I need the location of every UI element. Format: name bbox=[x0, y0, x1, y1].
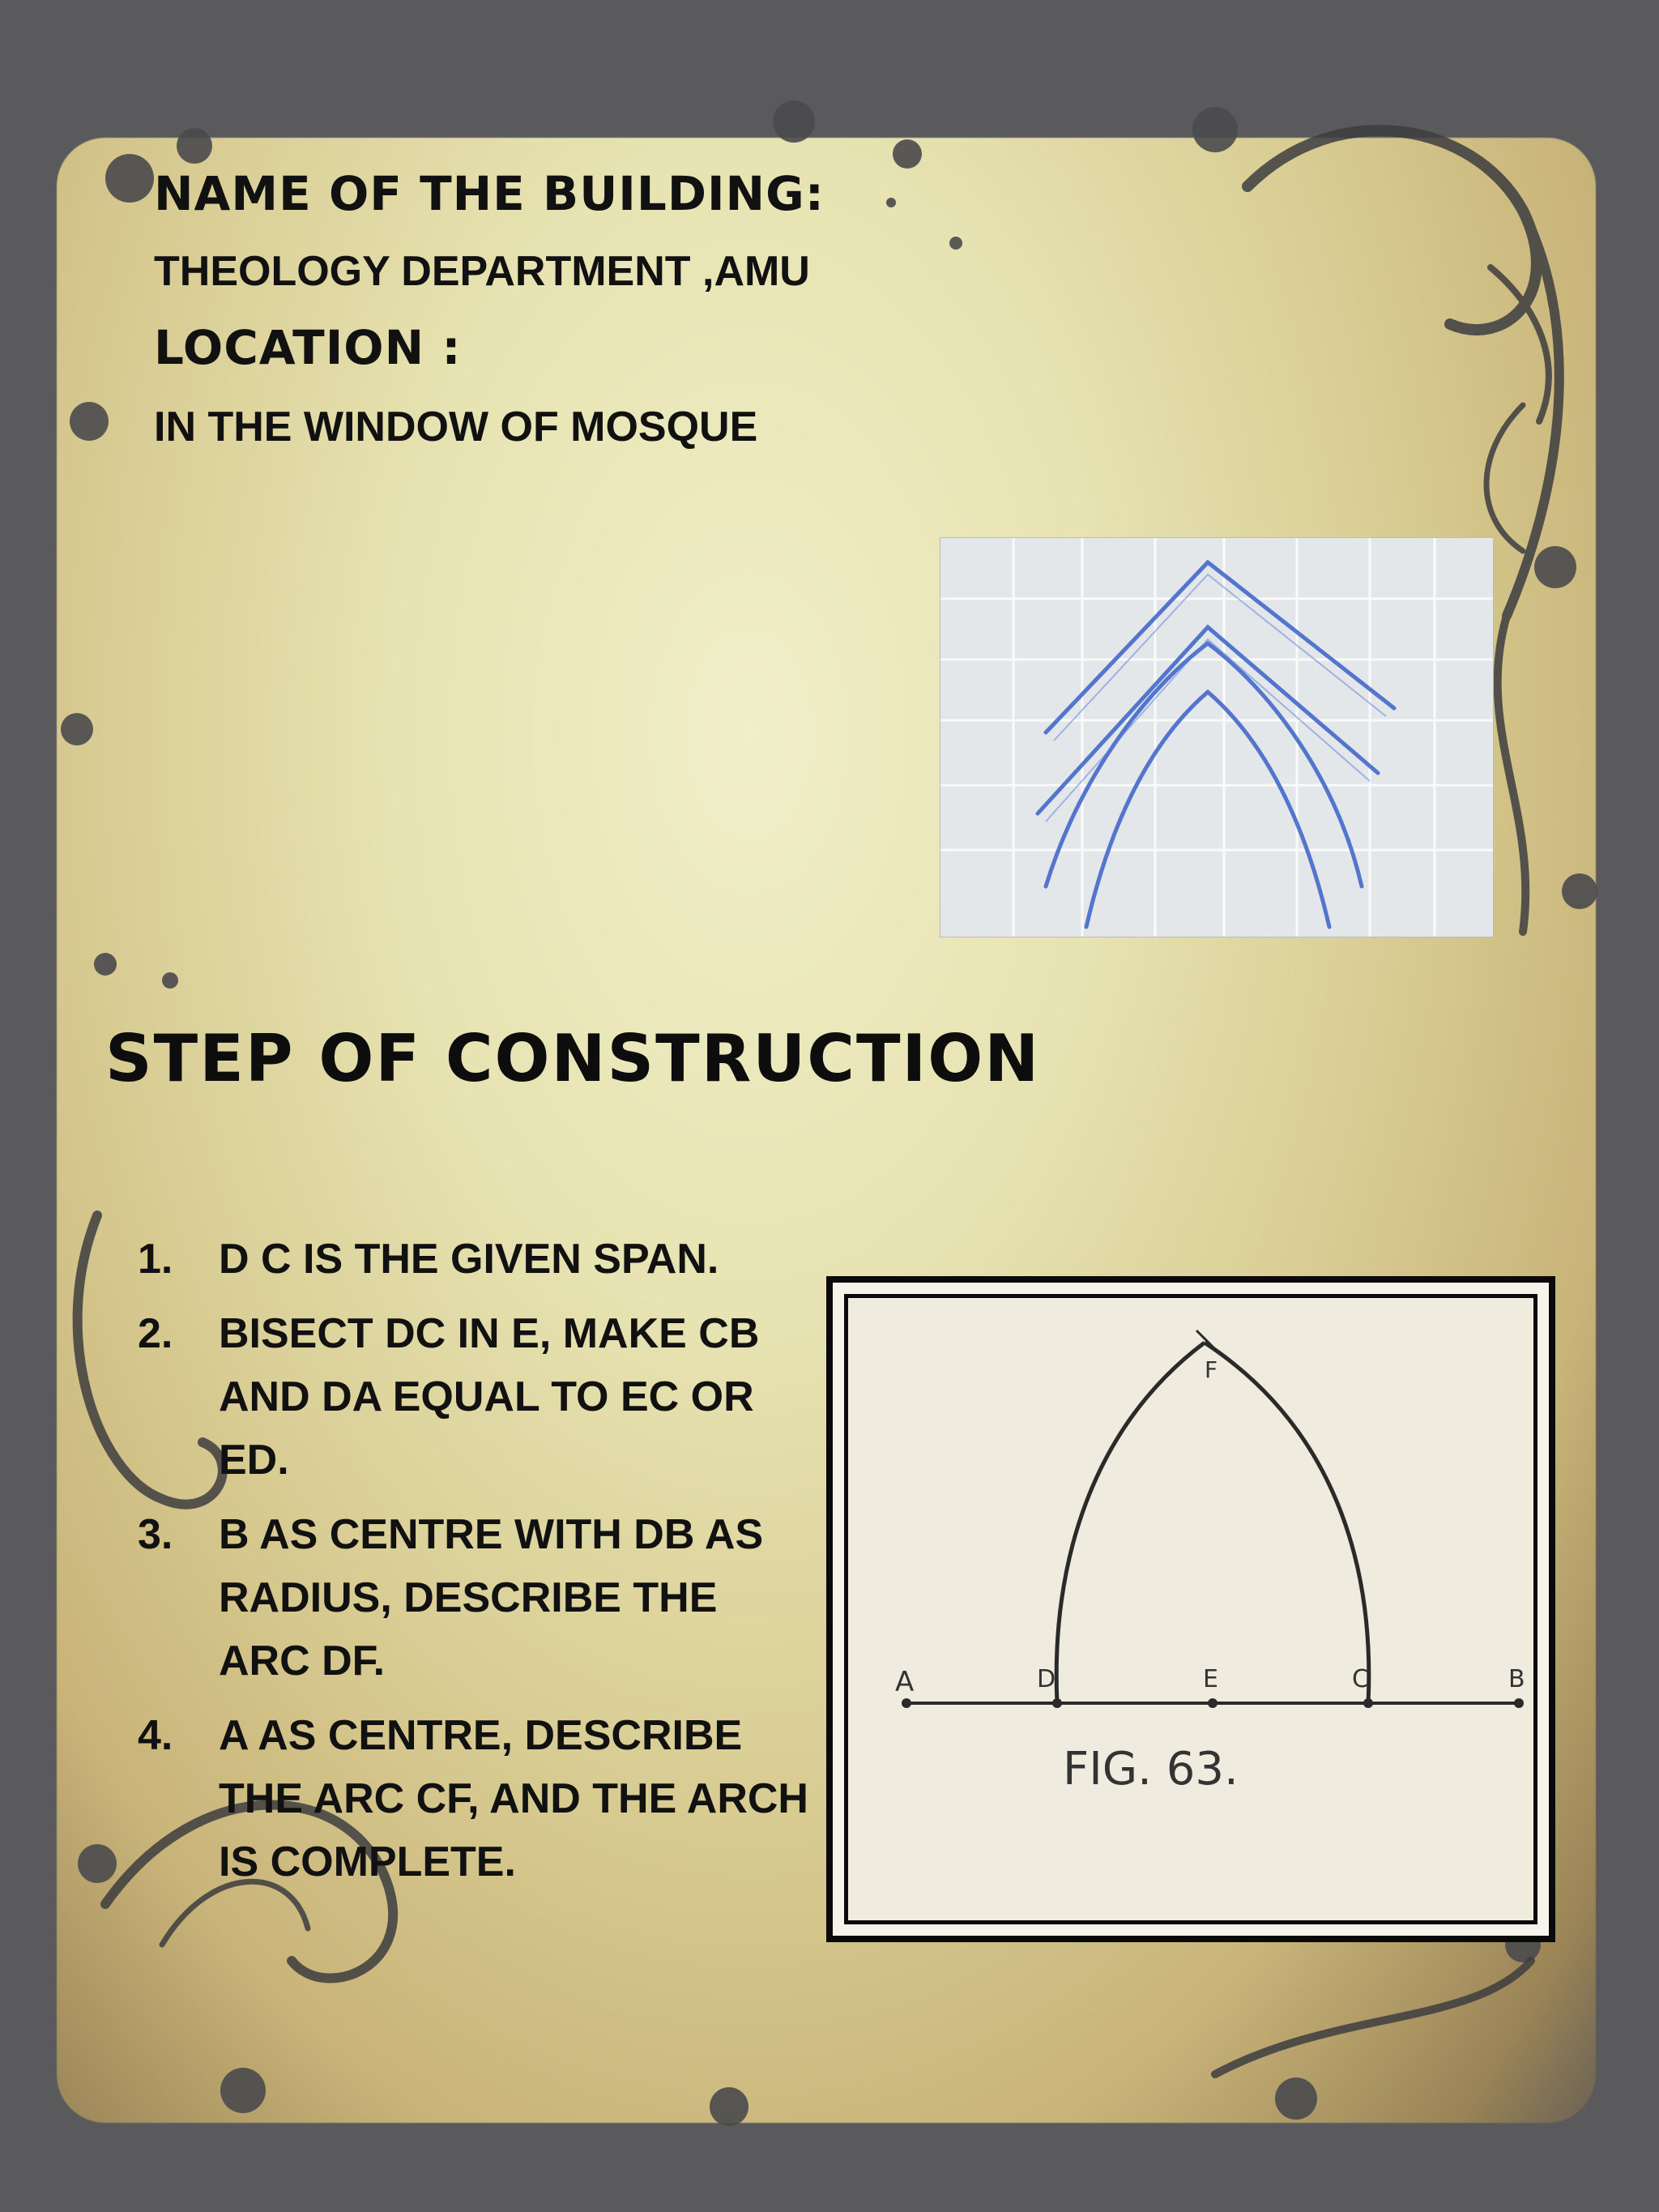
label-b: B bbox=[1508, 1665, 1525, 1693]
step-number: 1. bbox=[138, 1236, 173, 1283]
arch-sketch-photo bbox=[940, 537, 1494, 937]
figure-frame bbox=[826, 1276, 1555, 1942]
arc-cf bbox=[1205, 1343, 1369, 1703]
step-text: D C IS THE GIVEN SPAN. bbox=[219, 1236, 719, 1283]
step-text: B AS CENTRE WITH DB AS RADIUS, DESCRIBE THE ARC DF. bbox=[219, 1511, 764, 1685]
figure-caption: FIG. 63. bbox=[1063, 1743, 1239, 1796]
building-name-label: NAME OF THE BUILDING: bbox=[154, 166, 825, 221]
list-item bbox=[138, 1704, 818, 1894]
list-item bbox=[138, 1302, 818, 1492]
intersection-mark bbox=[1196, 1330, 1221, 1355]
list-item bbox=[138, 1503, 818, 1693]
point-c bbox=[1363, 1698, 1373, 1708]
construction-steps-list bbox=[138, 1228, 818, 1905]
label-c: C bbox=[1352, 1665, 1369, 1693]
point-a bbox=[902, 1698, 911, 1708]
building-name-value: THEOLOGY DEPARTMENT ,AMU bbox=[154, 248, 810, 295]
section-title: STEP OF CONSTRUCTION bbox=[105, 1021, 1041, 1096]
figure-63 bbox=[844, 1294, 1537, 1924]
step-text: BISECT DC IN E, MAKE CB AND DA EQUAL TO EC OR ED. bbox=[219, 1310, 760, 1484]
label-d: D bbox=[1037, 1665, 1056, 1693]
point-d bbox=[1052, 1698, 1062, 1708]
location-label: LOCATION : bbox=[154, 320, 462, 375]
step-text: A AS CENTRE, DESCRIBE THE ARC CF, AND THE ARCH IS COMPLETE. bbox=[219, 1712, 808, 1885]
location-value: IN THE WINDOW OF MOSQUE bbox=[154, 404, 758, 451]
arch-construction-diagram bbox=[848, 1298, 1542, 1928]
step-number: 3. bbox=[138, 1511, 173, 1558]
label-e: E bbox=[1203, 1665, 1218, 1693]
arc-df bbox=[1056, 1343, 1205, 1703]
point-e bbox=[1208, 1698, 1218, 1708]
step-number: 4. bbox=[138, 1712, 173, 1759]
arch-sketch-drawing bbox=[940, 538, 1493, 937]
label-a: A bbox=[895, 1666, 915, 1698]
step-number: 2. bbox=[138, 1310, 173, 1357]
point-b bbox=[1514, 1698, 1524, 1708]
label-f: F bbox=[1205, 1356, 1218, 1383]
list-item bbox=[138, 1228, 818, 1291]
